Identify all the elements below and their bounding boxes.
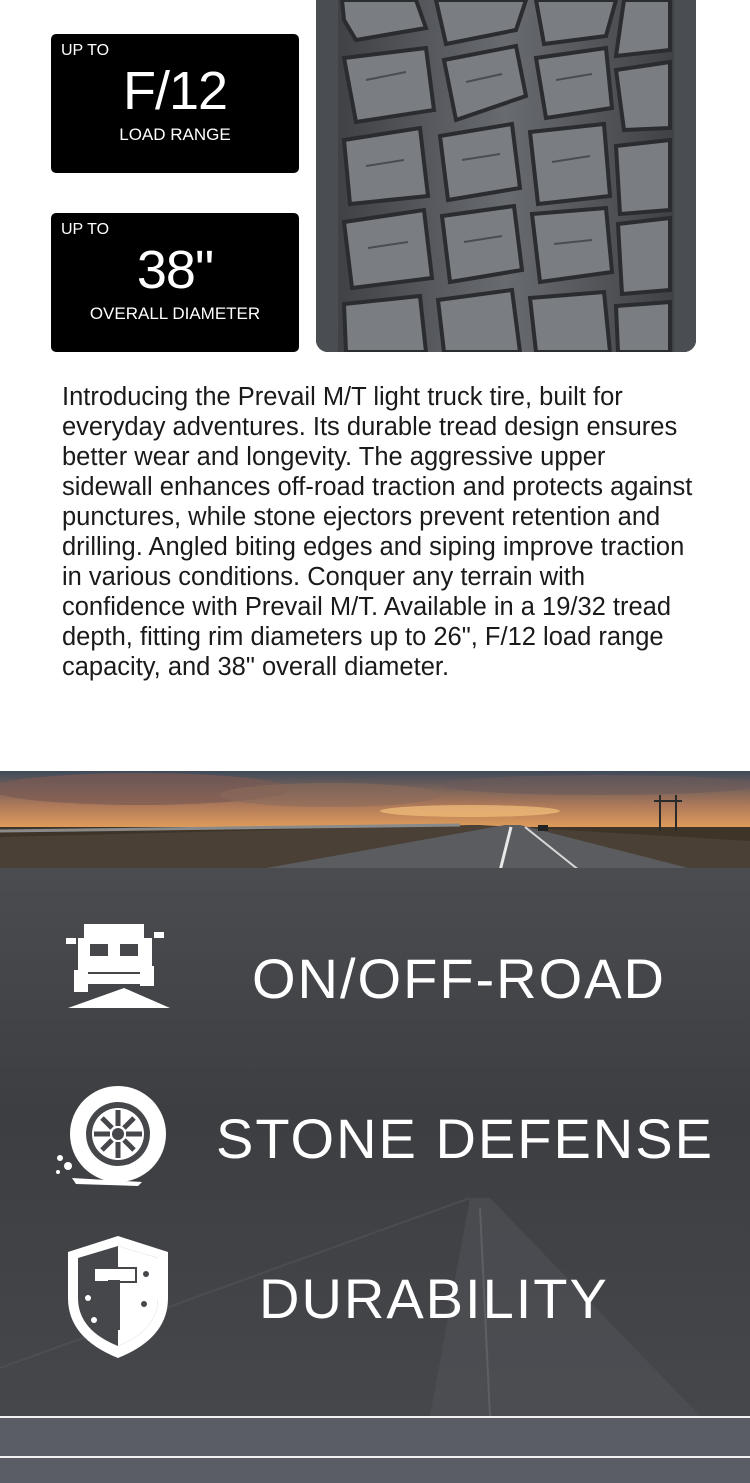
sunset-road-image <box>0 771 750 871</box>
load-range-badge <box>51 34 299 173</box>
tread-pattern-graphic <box>316 0 696 352</box>
shield-hammer-icon <box>64 1234 172 1360</box>
overall-diameter-value: 38" <box>136 240 214 300</box>
features-section <box>0 868 750 1416</box>
footer-bar-1 <box>0 1418 750 1456</box>
off-road-truck-icon <box>64 916 174 1012</box>
feature-stone-defense: STONE DEFENSE <box>216 1107 714 1170</box>
overall-diameter-prefix: UP TO <box>61 221 110 238</box>
load-range-prefix: UP TO <box>61 42 110 59</box>
tire-stone-icon <box>52 1082 170 1192</box>
feature-durability: DURABILITY <box>259 1267 609 1330</box>
product-description: Introducing the Prevail M/T light truck tire, built for everyday adventures. Its durable tread design ensures better wear and longevity. The aggressive upper sidewall enhances off-road traction and protects against punctures, while stone ejectors prevent retention and drilling. Angled biting edges and siping improve traction in various conditions. Conquer any terrain with confidence with Prevail M/T. Available in a 19/32 tread depth, fitting rim diameters up to 26", F/12 load range capacity, and 38" overall diameter. <box>62 383 693 681</box>
load-range-value: F/12 <box>122 61 228 121</box>
load-range-label: LOAD RANGE <box>119 125 231 144</box>
overall-diameter-badge <box>51 213 299 352</box>
sunset-road-graphic <box>0 771 750 871</box>
tire-tread-image <box>316 0 696 352</box>
overall-diameter-label: OVERALL DIAMETER <box>89 304 261 323</box>
feature-on-off-road: ON/OFF-ROAD <box>252 947 666 1010</box>
footer-bar-2 <box>0 1458 750 1483</box>
